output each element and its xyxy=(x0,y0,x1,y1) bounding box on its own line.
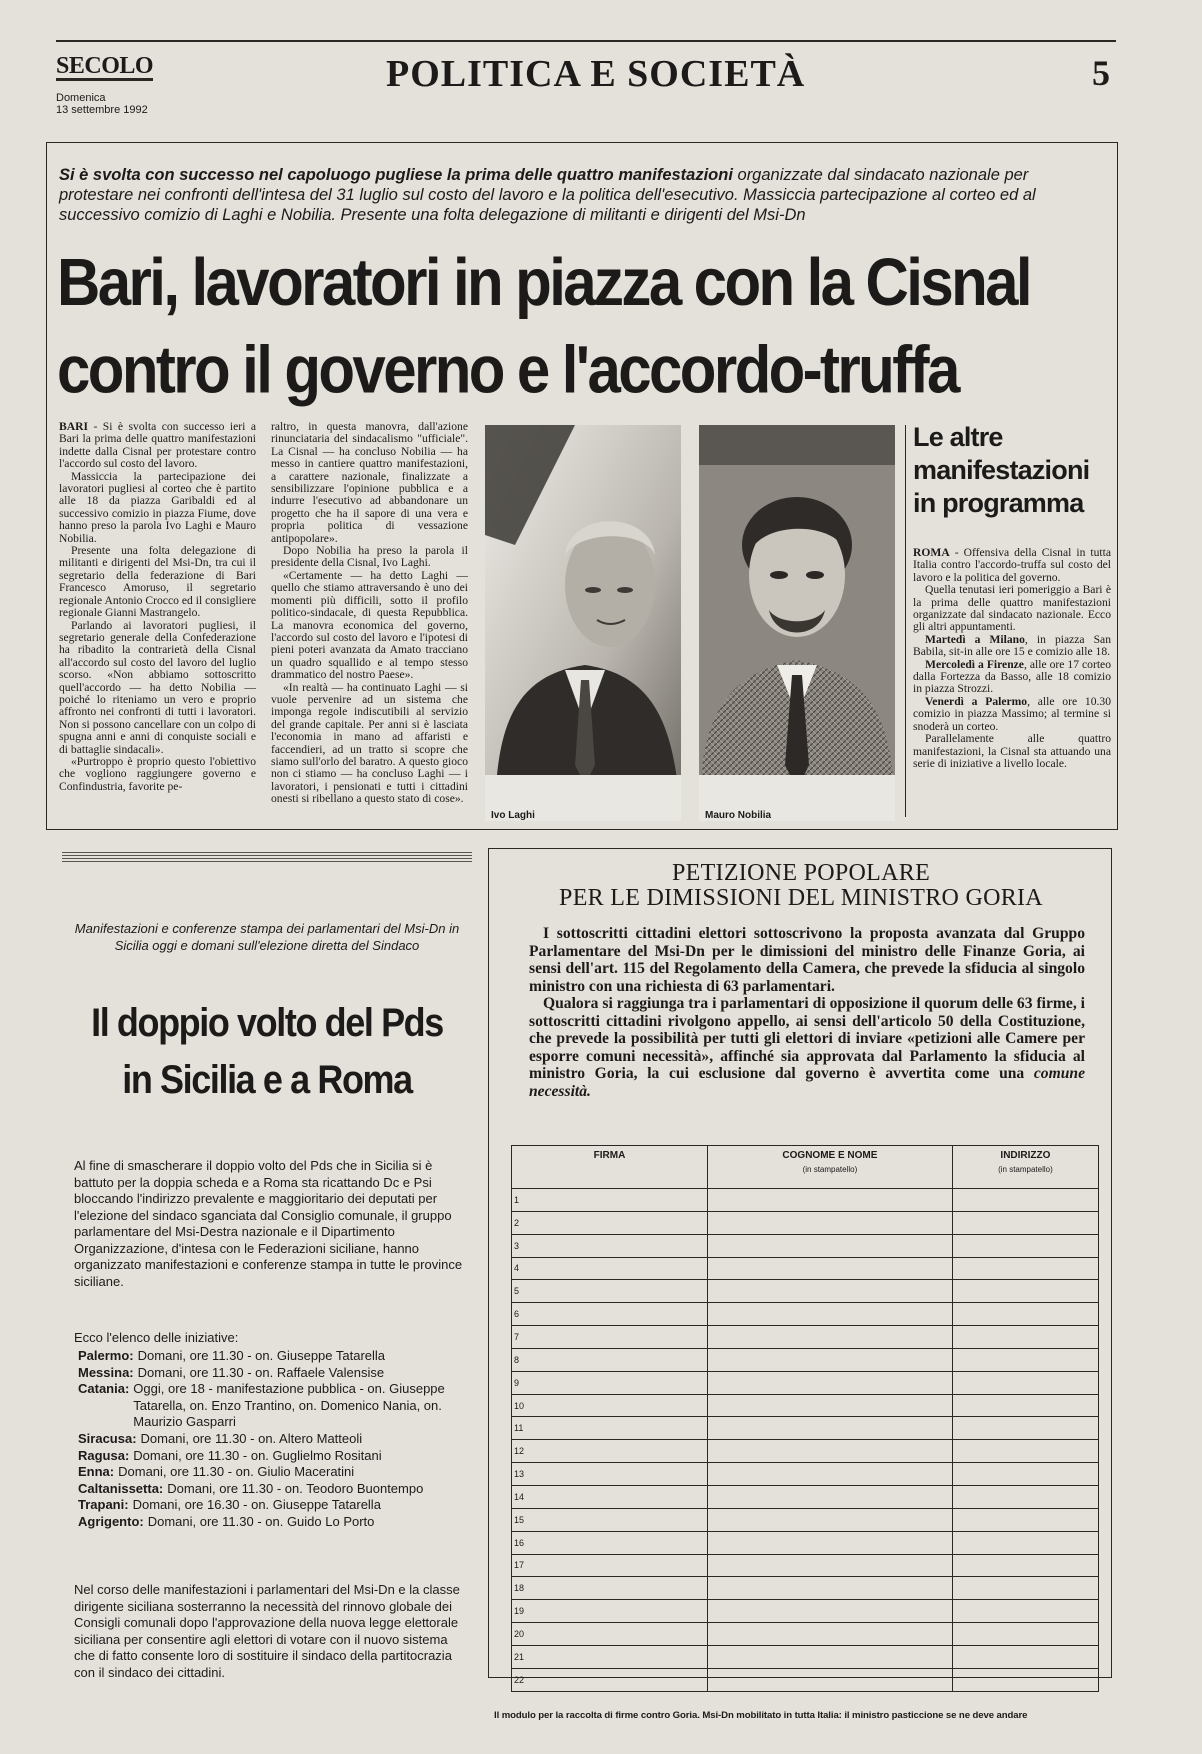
signature-cell[interactable]: 20 xyxy=(512,1623,708,1646)
event-label: Venerdì a Palermo xyxy=(925,694,1028,708)
signature-row xyxy=(512,1234,1099,1257)
event-item xyxy=(78,1448,472,1465)
article-paragraph: «In realtà — ha continuato Laghi — si vuole pervenire ad un sistema che imponga regole indiscutibili al servizio del grande capitale. Per anni si è lasciata l'economia in mano ad affaristi e faccendieri, ad un tratto si scopre che siamo sull'orlo del baratro. A questo gioco non ci stiamo — ha concluso Laghi — i lavoratori, i pensionati e tutti i cittadini onesti si ribellano a questo stato di cose». xyxy=(271,680,468,806)
signature-row xyxy=(512,1645,1099,1668)
event-city: Trapani: xyxy=(78,1497,129,1513)
article-paragraph: raltro, in questa manovra, dall'azione rinunciataria del sindacalismo "ufficiale". La Cisnal — ha concluso Nobilia — ha messo in cantiere quattro manifestazioni, a carattere nazionale, finalizzate a sensibilizzare l'opinione pubblica e a indurre l'esecutivo ad abbandonare un progetto che ha il sapore di una vera e propria politica di vessazione antipopolare». xyxy=(271,420,468,545)
signature-row xyxy=(512,1280,1099,1303)
signature-cell[interactable]: 5 xyxy=(512,1280,708,1303)
signature-cell[interactable]: 18 xyxy=(512,1577,708,1600)
signature-row xyxy=(512,1348,1099,1371)
main-headline xyxy=(57,239,1107,414)
issue-full-date: 13 settembre 1992 xyxy=(56,104,148,116)
address-cell[interactable] xyxy=(952,1234,1098,1257)
column-header xyxy=(952,1146,1098,1189)
name-cell[interactable] xyxy=(708,1645,953,1668)
article-column-2 xyxy=(271,421,468,806)
column-label: FIRMA xyxy=(593,1150,626,1161)
signature-row xyxy=(512,1326,1099,1349)
petition-title-line2: PER LE DIMISSIONI DEL MINISTRO GORIA xyxy=(559,885,1043,911)
paragraph-text: - Si è svolta con successo ieri a Bari la prima delle quattro manifestazioni indette dalla Cisnal per protestare contro l'accordo sul costo del lavoro. xyxy=(59,420,256,471)
sidebar-article-title: Le altre manifestazioni in programma xyxy=(913,422,1090,518)
signature-cell[interactable]: 2 xyxy=(512,1211,708,1234)
signature-table-header xyxy=(512,1146,1099,1189)
event-details: Domani, ore 11.30 - on. Guido Lo Porto xyxy=(147,1513,375,1529)
signature-row xyxy=(512,1623,1099,1646)
column-label: INDIRIZZO xyxy=(1000,1150,1051,1161)
article-paragraph xyxy=(59,421,256,471)
signature-cell[interactable]: 7 xyxy=(512,1326,708,1349)
address-cell[interactable] xyxy=(952,1668,1098,1691)
article-column-1 xyxy=(59,421,256,793)
summary-bold: Si è svolta con successo nel capoluogo pugliese la prima delle quattro manifestazioni xyxy=(59,166,733,184)
signature-row xyxy=(512,1485,1099,1508)
address-cell[interactable] xyxy=(952,1440,1098,1463)
event-item xyxy=(78,1365,472,1382)
address-cell[interactable] xyxy=(952,1645,1098,1668)
address-cell[interactable] xyxy=(952,1303,1098,1326)
article-paragraph: «Purtroppo è proprio questo l'obiettivo che vogliono raggiungere governo e Confindustria, favorite pe- xyxy=(59,754,256,793)
signature-cell[interactable]: 21 xyxy=(512,1645,708,1668)
signature-cell[interactable]: 6 xyxy=(512,1303,708,1326)
address-cell[interactable] xyxy=(952,1326,1098,1349)
signature-row xyxy=(512,1417,1099,1440)
signature-row xyxy=(512,1600,1099,1623)
article-paragraph: Parlando ai lavoratori pugliesi, il segretario generale della Confederazione ha ribadito la contrarietà della Cisnal all'accordo sul costo del lavoro del luglio scorso. «Non abbiamo sottoscritto quell'accordo — ha detto Nobilia — poiché lo riteniamo un vero e proprio affronto nei confronti di tutti i lavoratori. Non si possono cancellare con un colpo di spugna anni e anni di conquiste sociali e di battaglie sindacali». xyxy=(59,618,256,756)
address-cell[interactable] xyxy=(952,1371,1098,1394)
paragraph-text: , alle ore 17 corteo dalla Fortezza da Basso, alle 18 comizio in piazza Strozzi. xyxy=(913,657,1111,696)
article-paragraph xyxy=(913,696,1111,733)
name-cell[interactable] xyxy=(708,1508,953,1531)
event-item xyxy=(78,1514,472,1531)
column-label: COGNOME E NOME xyxy=(782,1150,878,1161)
signature-row xyxy=(512,1463,1099,1486)
signature-row xyxy=(512,1394,1099,1417)
signature-cell[interactable]: 4 xyxy=(512,1257,708,1280)
article-paragraph: Quella tenutasi ieri pomeriggio a Bari è la prima delle quattro manifestazioni organizzate dal sindacato nazionale. Ecco gli altri appuntamenti. xyxy=(913,583,1111,634)
event-item xyxy=(78,1497,472,1514)
signature-cell[interactable]: 14 xyxy=(512,1485,708,1508)
main-article xyxy=(46,142,1118,830)
pds-headline-line1: Il doppio volto del Pds xyxy=(91,999,443,1045)
signature-cell[interactable]: 13 xyxy=(512,1463,708,1486)
petition-caption: Il modulo per la raccolta di firme contro Goria. Msi-Dn mobilitato in tutta Italia: il ministro pasticcione se ne deve andare xyxy=(494,1710,1028,1721)
article-paragraph: Massiccia la partecipazione dei lavoratori pugliesi al corteo che è partito alle 18 da piazza Garibaldi ed al successivo comizio in piazza Fiume, dove hanno preso la parola Ivo Laghi e Mauro Nobilia. xyxy=(59,469,256,545)
event-item xyxy=(78,1464,472,1481)
name-cell[interactable] xyxy=(708,1234,953,1257)
signature-row xyxy=(512,1668,1099,1691)
column-note: (in stampatello) xyxy=(998,1165,1053,1174)
signature-row xyxy=(512,1531,1099,1554)
name-cell[interactable] xyxy=(708,1668,953,1691)
event-details: Domani, ore 11.30 - on. Raffaele Valensise xyxy=(137,1364,385,1380)
event-item xyxy=(78,1431,472,1448)
signature-row xyxy=(512,1257,1099,1280)
signature-cell[interactable]: 15 xyxy=(512,1508,708,1531)
petition-title-line1: PETIZIONE POPOLARE xyxy=(671,860,931,886)
column-note: (in stampatello) xyxy=(802,1165,858,1174)
event-city: Catania: xyxy=(78,1381,130,1397)
petition-text xyxy=(529,925,1085,1100)
main-article-summary xyxy=(59,165,1099,225)
sidebar-article-body xyxy=(913,547,1111,770)
signature-row xyxy=(512,1371,1099,1394)
name-cell[interactable] xyxy=(708,1189,953,1212)
pds-article-headline xyxy=(58,994,476,1108)
events-list xyxy=(78,1348,472,1531)
signature-row xyxy=(512,1508,1099,1531)
name-cell[interactable] xyxy=(708,1531,953,1554)
signature-cell[interactable]: 8 xyxy=(512,1348,708,1371)
paragraph-text: , alle ore 10.30 comizio in piazza Massimo; al termine si snoderà un corteo. xyxy=(913,694,1111,733)
article-paragraph xyxy=(913,659,1111,696)
signature-table-body xyxy=(512,1189,1099,1692)
pds-article-summary: Manifestazioni e conferenze stampa dei parlamentari del Msi-Dn in Sicilia oggi e domani sull'elezione diretta del Sindaco xyxy=(74,921,460,953)
name-cell[interactable] xyxy=(708,1577,953,1600)
address-cell[interactable] xyxy=(952,1280,1098,1303)
event-item xyxy=(78,1481,472,1498)
pds-article-body: Al fine di smascherare il doppio volto del Pds che in Sicilia si è battuto per la doppia scheda e a Roma sta ricattando Dc e Psi bloccando l'indirizzo prevalente e maggioritario dei deputati per l'elezione del sindaco sganciata dal Consiglio comunale, il gruppo parlamentare del Msi-Destra nazionale e il Dipartimento Organizzazione, d'intesa con le Federazioni siciliane, hanno organizzato manifestazioni e conferenze stampa in tutte le province siciliane. xyxy=(74,1158,463,1289)
portrait-photo-image xyxy=(699,425,895,821)
event-item xyxy=(78,1381,472,1431)
signature-cell[interactable]: 11 xyxy=(512,1417,708,1440)
dateline: BARI xyxy=(59,420,88,433)
event-city: Palermo: xyxy=(78,1348,134,1363)
name-cell[interactable] xyxy=(708,1463,953,1486)
address-cell[interactable] xyxy=(952,1211,1098,1234)
signature-row xyxy=(512,1554,1099,1577)
address-cell[interactable] xyxy=(952,1485,1098,1508)
event-item xyxy=(78,1348,472,1365)
name-cell[interactable] xyxy=(708,1348,953,1371)
photo-caption: Ivo Laghi xyxy=(491,810,535,821)
event-label: Mercoledì a Firenze xyxy=(925,657,1024,671)
name-cell[interactable] xyxy=(708,1394,953,1417)
address-cell[interactable] xyxy=(952,1394,1098,1417)
event-details: Domani, ore 11.30 - on. Teodoro Buontempo xyxy=(167,1480,424,1496)
address-cell[interactable] xyxy=(952,1257,1098,1280)
paragraph-text: , in piazza San Babila, sit-in alle ore 15 e comizio alle 18. xyxy=(913,632,1111,659)
column-divider xyxy=(905,425,906,817)
photo-ivo-laghi xyxy=(485,425,681,821)
main-headline-line1: Bari, lavoratori in piazza con la Cisnal xyxy=(57,244,1030,320)
address-cell[interactable] xyxy=(952,1417,1098,1440)
name-cell[interactable] xyxy=(708,1440,953,1463)
summary-rest: organizzate dal sindacato nazionale per protestare nei confronti dell'intesa del 31 luglio sul costo del lavoro e la politica dell'esecutivo. Massiccia partecipazione al corteo ed al successivo comizio di Laghi e Nobilia. Presente una folta delegazione di militanti e dirigenti del Msi-Dn xyxy=(59,166,1036,224)
newspaper-logo: SECOLO xyxy=(56,53,154,79)
column-header xyxy=(708,1146,953,1189)
address-cell[interactable] xyxy=(952,1600,1098,1623)
issue-day: Domenica xyxy=(56,92,106,104)
events-list-intro: Ecco l'elenco delle iniziative: xyxy=(74,1330,239,1345)
signature-cell[interactable]: 1 xyxy=(512,1189,708,1212)
paragraph-text: - Offensiva della Cisnal in tutta Italia contro l'accordo-truffa sul costo del lavoro e la politica del governo. xyxy=(913,546,1111,584)
name-cell[interactable] xyxy=(708,1326,953,1349)
address-cell[interactable] xyxy=(952,1189,1098,1212)
name-cell[interactable] xyxy=(708,1554,953,1577)
signature-cell[interactable]: 3 xyxy=(512,1234,708,1257)
event-details: Domani, ore 11.30 - on. Giulio Maceratini xyxy=(118,1464,355,1480)
photo-mauro-nobilia xyxy=(699,425,895,821)
event-details: Oggi, ore 18 - manifestazione pubblica - on. Giuseppe Tatarella, on. Enzo Trantino, on. Domenico Nania, on. Maurizio Gasparri xyxy=(133,1381,445,1430)
article-paragraph xyxy=(913,634,1111,659)
signature-cell[interactable]: 16 xyxy=(512,1531,708,1554)
article-paragraph: Parallelamente alle quattro manifestazioni, la Cisnal sta attuando una serie di iniziative a livello locale. xyxy=(913,732,1111,770)
signature-cell[interactable]: 9 xyxy=(512,1371,708,1394)
name-cell[interactable] xyxy=(708,1211,953,1234)
event-city: Agrigento: xyxy=(78,1513,144,1529)
name-cell[interactable] xyxy=(708,1371,953,1394)
address-cell[interactable] xyxy=(952,1623,1098,1646)
portrait-photo-image xyxy=(485,425,681,821)
signature-table xyxy=(511,1145,1099,1692)
name-cell[interactable] xyxy=(708,1485,953,1508)
signature-cell[interactable]: 19 xyxy=(512,1600,708,1623)
signature-row xyxy=(512,1440,1099,1463)
signature-row xyxy=(512,1211,1099,1234)
event-details: Domani, ore 16.30 - on. Giuseppe Tatarella xyxy=(132,1497,381,1513)
address-cell[interactable] xyxy=(952,1508,1098,1531)
event-city: Ragusa: xyxy=(78,1447,130,1463)
signature-cell[interactable]: 22 xyxy=(512,1668,708,1691)
article-paragraph xyxy=(913,547,1111,584)
issue-date xyxy=(56,92,148,116)
event-details: Domani, ore 11.30 - on. Altero Matteoli xyxy=(140,1430,363,1446)
name-cell[interactable] xyxy=(708,1303,953,1326)
pds-article xyxy=(58,870,476,1690)
name-cell[interactable] xyxy=(708,1623,953,1646)
petition-paragraph xyxy=(529,995,1085,1100)
paragraph-italic: comune necessità. xyxy=(529,1065,1086,1100)
pds-article-closing: Nel corso delle manifestazioni i parlamentari del Msi-Dn e la classe dirigente siciliana sosterranno la necessità del rinnovo globale dei Consigli comunali dopo l'approvazione della nuova legge elettorale siciliana per consentire agli elettori di votare con il nuovo sistema che di fatto consente loro di sostituire il sindaco della partitocrazia con il sindaco dei cittadini. xyxy=(74,1582,460,1680)
event-city: Siracusa: xyxy=(78,1430,137,1446)
section-title: POLITICA E SOCIETÀ xyxy=(386,53,806,95)
pds-headline-line2: in Sicilia e a Roma xyxy=(122,1056,412,1102)
event-city: Caltanissetta: xyxy=(78,1480,164,1496)
event-details: Domani, ore 11.30 - on. Guglielmo Rositani xyxy=(133,1447,382,1463)
signature-cell[interactable]: 17 xyxy=(512,1554,708,1577)
signature-row xyxy=(512,1577,1099,1600)
hatched-separator xyxy=(62,850,472,862)
petition-paragraph: I sottoscritti cittadini elettori sottoscrivono la proposta avanzata dal Gruppo Parlamentare del Msi-Dn per le dimissioni del ministro delle Finanze Goria, ai sensi dell'art. 115 del Regolamento della Camera, che prevede la sfiducia al singolo ministro con una richiesta di 63 parlamentari. xyxy=(529,925,1085,995)
petition-title xyxy=(489,861,1113,911)
article-paragraph: Dopo Nobilia ha preso la parola il presidente della Cisnal, Ivo Laghi. xyxy=(271,544,468,570)
name-cell[interactable] xyxy=(708,1257,953,1280)
masthead xyxy=(56,40,1116,130)
address-cell[interactable] xyxy=(952,1348,1098,1371)
photo-caption: Mauro Nobilia xyxy=(705,810,772,821)
name-cell[interactable] xyxy=(708,1280,953,1303)
name-cell[interactable] xyxy=(708,1417,953,1440)
address-cell[interactable] xyxy=(952,1577,1098,1600)
event-city: Enna: xyxy=(78,1464,115,1480)
column-header xyxy=(512,1146,708,1189)
dateline: ROMA xyxy=(913,546,950,559)
main-headline-line2: contro il governo e l'accordo-truffa xyxy=(57,331,958,407)
signature-row xyxy=(512,1189,1099,1212)
signature-cell[interactable]: 12 xyxy=(512,1440,708,1463)
signature-cell[interactable]: 10 xyxy=(512,1394,708,1417)
article-paragraph: «Certamente — ha detto Laghi — quello che stiamo attraversando è uno dei momenti più difficili, sotto il profilo politico-sindacale, di questa Repubblica. La manovra economica del governo, l'accordo sul costo del lavoro e l'ipotesi di pieni poteri avanzata da Amato tracciano un quadro squallido e al tempo stesso drammatico del nostro Paese». xyxy=(271,568,468,682)
address-cell[interactable] xyxy=(952,1554,1098,1577)
article-paragraph: Presente una folta delegazione di militanti e dirigenti del Msi-Dn, tra cui il segretario della federazione di Bari Francesco Amoruso, il segretario regionale Antonio Crocco ed il consigliere regionale Gianni Mastrangelo. xyxy=(59,544,256,620)
name-cell[interactable] xyxy=(708,1600,953,1623)
address-cell[interactable] xyxy=(952,1531,1098,1554)
event-label: Martedì a Milano xyxy=(925,632,1025,646)
petition-form xyxy=(488,848,1112,1685)
address-cell[interactable] xyxy=(952,1463,1098,1486)
page-number: 5 xyxy=(1092,53,1110,93)
signature-row xyxy=(512,1303,1099,1326)
paragraph-text: Qualora si raggiunga tra i parlamentari di opposizione il quorum delle 63 firme, i sottoscritti cittadini rivolgono appello, ai sensi dell'articolo 50 della Costituzione, che prevede la possibilità per tutti gli elettori di inviare «petizioni alle Camere per esporre comuni necessità», affinché sia approvata dal Parlamento la sfiducia al ministro Goria, la cui esclusione dal governo è avvertita come una xyxy=(529,995,1085,1082)
event-details: Domani, ore 11.30 - on. Giuseppe Tatarella xyxy=(137,1348,386,1363)
event-city: Messina: xyxy=(78,1364,134,1380)
